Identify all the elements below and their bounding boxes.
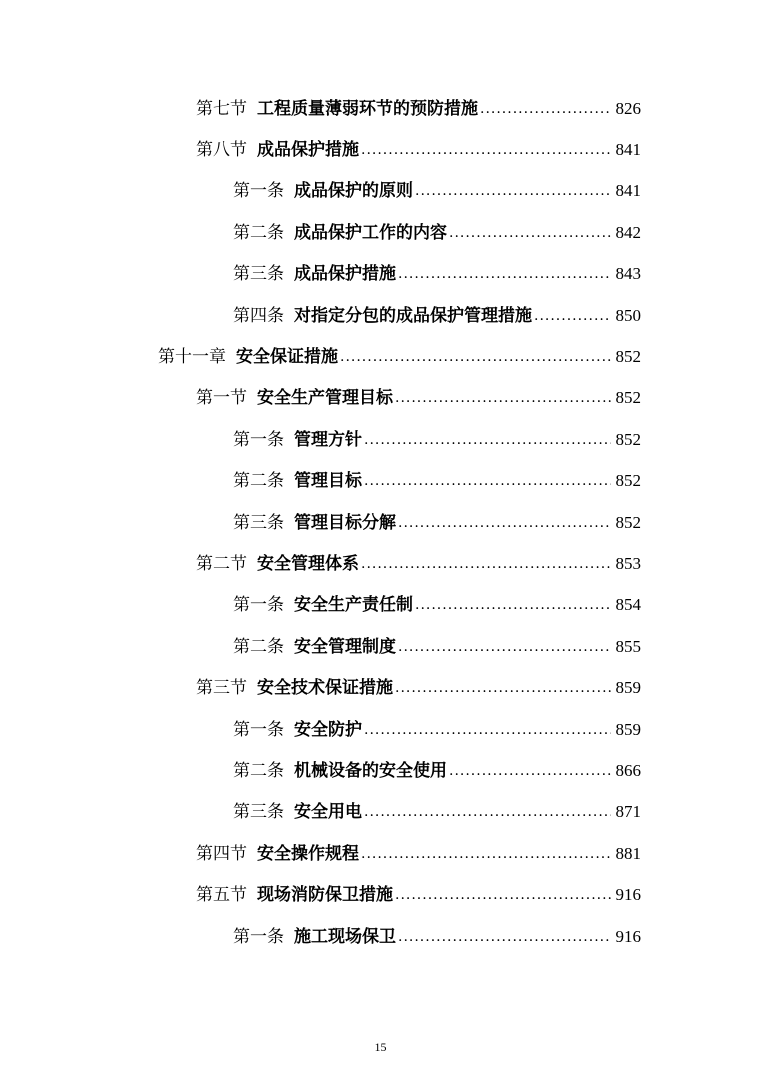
- table-of-contents: [0, 88, 761, 957]
- toc-dot-leader: [534, 305, 611, 327]
- toc-entry-page: 853: [615, 553, 641, 573]
- toc-entry[interactable]: [0, 336, 761, 377]
- toc-entry-label: 第十一章: [158, 347, 226, 368]
- toc-entry[interactable]: [0, 461, 761, 502]
- toc-entry-title: 安全管理体系: [257, 553, 359, 574]
- toc-entry-page: 841: [615, 181, 641, 201]
- toc-entry-title: 对指定分包的成品保护管理措施: [294, 305, 532, 326]
- toc-entry[interactable]: [0, 295, 761, 336]
- toc-entry-page: 881: [615, 843, 641, 863]
- toc-entry[interactable]: [0, 626, 761, 667]
- toc-entry[interactable]: [0, 916, 761, 957]
- toc-entry-label: 第一节: [196, 388, 247, 409]
- toc-dot-leader: [395, 387, 611, 409]
- toc-entry-label: 第五节: [196, 885, 247, 906]
- toc-dot-leader: [361, 843, 611, 865]
- toc-entry-label: 第四条: [233, 305, 284, 326]
- toc-entry-label: 第四节: [196, 843, 247, 864]
- toc-entry[interactable]: [0, 502, 761, 543]
- toc-entry-title: 管理目标: [294, 471, 362, 492]
- toc-entry-page: 852: [615, 471, 641, 491]
- toc-dot-leader: [364, 470, 611, 492]
- toc-entry-title: 安全生产责任制: [294, 595, 413, 616]
- toc-entry[interactable]: [0, 667, 761, 708]
- toc-entry-label: 第一条: [233, 429, 284, 450]
- toc-entry-page: 843: [615, 264, 641, 284]
- toc-dot-leader: [364, 429, 611, 451]
- toc-dot-leader: [398, 263, 611, 285]
- toc-entry-page: 850: [615, 305, 641, 325]
- toc-entry-page: 852: [615, 347, 641, 367]
- toc-entry-page: 842: [615, 222, 641, 242]
- toc-entry[interactable]: [0, 709, 761, 750]
- toc-entry-page: 871: [615, 802, 641, 822]
- toc-entry-title: 安全保证措施: [236, 347, 338, 368]
- toc-entry-title: 安全用电: [294, 802, 362, 823]
- toc-dot-leader: [415, 594, 611, 616]
- toc-dot-leader: [395, 884, 611, 906]
- toc-entry-title: 现场消防保卫措施: [257, 885, 393, 906]
- toc-entry-title: 安全防护: [294, 719, 362, 740]
- toc-entry-label: 第三条: [233, 512, 284, 533]
- toc-entry-page: 866: [615, 760, 641, 780]
- toc-entry-label: 第三条: [233, 802, 284, 823]
- toc-entry-label: 第二条: [233, 222, 284, 243]
- toc-entry-title: 机械设备的安全使用: [294, 760, 447, 781]
- toc-entry-title: 成品保护措施: [294, 264, 396, 285]
- toc-entry-label: 第三条: [233, 264, 284, 285]
- toc-entry-label: 第二条: [233, 760, 284, 781]
- toc-dot-leader: [361, 553, 611, 575]
- toc-entry[interactable]: [0, 212, 761, 253]
- toc-entry-label: 第七节: [196, 98, 247, 119]
- toc-entry-label: 第一条: [233, 181, 284, 202]
- toc-entry[interactable]: [0, 378, 761, 419]
- toc-entry-page: 854: [615, 595, 641, 615]
- toc-entry-page: 859: [615, 719, 641, 739]
- toc-entry[interactable]: [0, 88, 761, 129]
- toc-entry[interactable]: [0, 792, 761, 833]
- toc-dot-leader: [449, 760, 611, 782]
- toc-entry[interactable]: [0, 585, 761, 626]
- toc-entry-page: 852: [615, 388, 641, 408]
- toc-entry-title: 成品保护的原则: [294, 181, 413, 202]
- toc-dot-leader: [364, 719, 611, 741]
- toc-dot-leader: [364, 801, 611, 823]
- toc-entry-title: 施工现场保卫: [294, 926, 396, 947]
- toc-entry-title: 安全操作规程: [257, 843, 359, 864]
- toc-entry-label: 第一条: [233, 595, 284, 616]
- toc-entry-page: 841: [615, 140, 641, 160]
- toc-entry[interactable]: [0, 750, 761, 791]
- toc-entry[interactable]: [0, 874, 761, 915]
- toc-entry-page: 855: [615, 636, 641, 656]
- toc-dot-leader: [361, 139, 611, 161]
- toc-dot-leader: [415, 180, 611, 202]
- toc-dot-leader: [480, 98, 611, 120]
- toc-entry-label: 第一条: [233, 926, 284, 947]
- toc-entry[interactable]: [0, 171, 761, 212]
- toc-entry-title: 工程质量薄弱环节的预防措施: [257, 98, 478, 119]
- toc-entry-page: 916: [615, 926, 641, 946]
- toc-dot-leader: [449, 222, 611, 244]
- toc-dot-leader: [395, 677, 611, 699]
- toc-entry-label: 第三节: [196, 678, 247, 699]
- toc-entry-label: 第八节: [196, 140, 247, 161]
- toc-entry[interactable]: [0, 419, 761, 460]
- toc-entry-label: 第二节: [196, 553, 247, 574]
- toc-entry-label: 第二条: [233, 471, 284, 492]
- toc-entry-label: 第一条: [233, 719, 284, 740]
- toc-entry[interactable]: [0, 833, 761, 874]
- toc-entry-title: 成品保护措施: [257, 140, 359, 161]
- toc-dot-leader: [398, 636, 611, 658]
- toc-entry-page: 859: [615, 678, 641, 698]
- page-number: 15: [374, 1040, 387, 1054]
- toc-dot-leader: [398, 512, 611, 534]
- toc-entry-title: 安全管理制度: [294, 636, 396, 657]
- toc-entry-page: 916: [615, 885, 641, 905]
- toc-entry-page: 826: [615, 98, 641, 118]
- toc-entry-title: 安全技术保证措施: [257, 678, 393, 699]
- toc-entry-title: 管理方针: [294, 429, 362, 450]
- toc-dot-leader: [398, 926, 611, 948]
- toc-entry[interactable]: [0, 543, 761, 584]
- toc-dot-leader: [340, 346, 611, 368]
- toc-entry-label: 第二条: [233, 636, 284, 657]
- toc-entry-title: 安全生产管理目标: [257, 388, 393, 409]
- toc-entry-page: 852: [615, 512, 641, 532]
- toc-entry-title: 管理目标分解: [294, 512, 396, 533]
- toc-entry-title: 成品保护工作的内容: [294, 222, 447, 243]
- toc-entry[interactable]: [0, 129, 761, 170]
- toc-entry[interactable]: [0, 254, 761, 295]
- toc-entry-page: 852: [615, 429, 641, 449]
